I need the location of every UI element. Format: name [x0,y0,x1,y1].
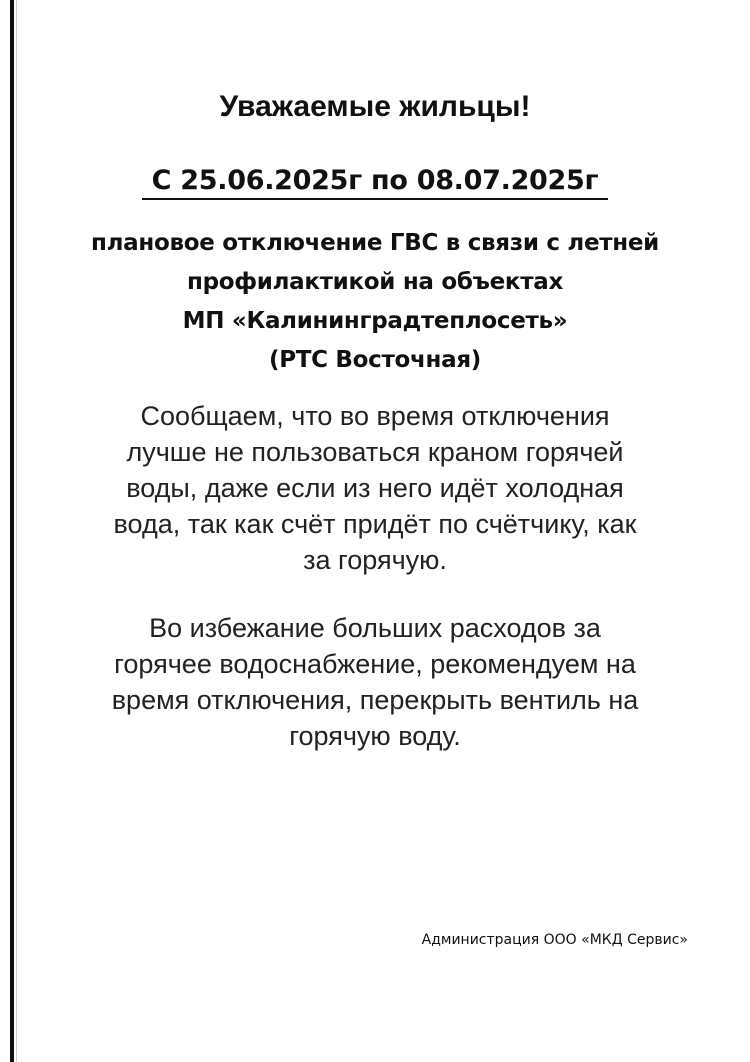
scan-edge-shadow [16,0,17,1062]
paragraph-line: лучше не пользоваться краном горячей [126,437,624,467]
advice-paragraph [60,398,690,578]
dates-block [0,165,750,200]
paragraph-line: воды, даже если из него идёт холодная [126,473,624,503]
paragraph-line: Сообщаем, что во время отключения [140,401,610,431]
paragraph-line: горячую воду. [289,721,461,751]
recommendation-paragraph [60,610,690,754]
paragraph-line: горячее водоснабжение, рекомендуем на [114,649,636,679]
paragraph-line: Во избежание больших расходов за [149,613,601,643]
paragraph-line: время отключения, перекрыть вентиль на [111,685,639,715]
signature: Администрация ООО «МКД Сервис» [421,932,688,948]
notice-line: плановое отключение ГВС в связи с летней [91,230,659,256]
notice-line: (РТС Восточная) [268,347,482,373]
paragraph-line: вода, так как счёт придёт по счётчику, как [113,509,637,539]
outage-notice [60,224,690,380]
notice-line: МП «Калининградтеплосеть» [182,308,568,334]
greeting-heading: Уважаемые жильцы! [219,90,531,123]
notice-line: профилактикой на объектах [186,269,563,295]
scan-edge-line [10,0,14,1062]
outage-dates: С 25.06.2025г по 08.07.2025г [142,165,609,200]
paragraph-line: за горячую. [303,545,447,575]
